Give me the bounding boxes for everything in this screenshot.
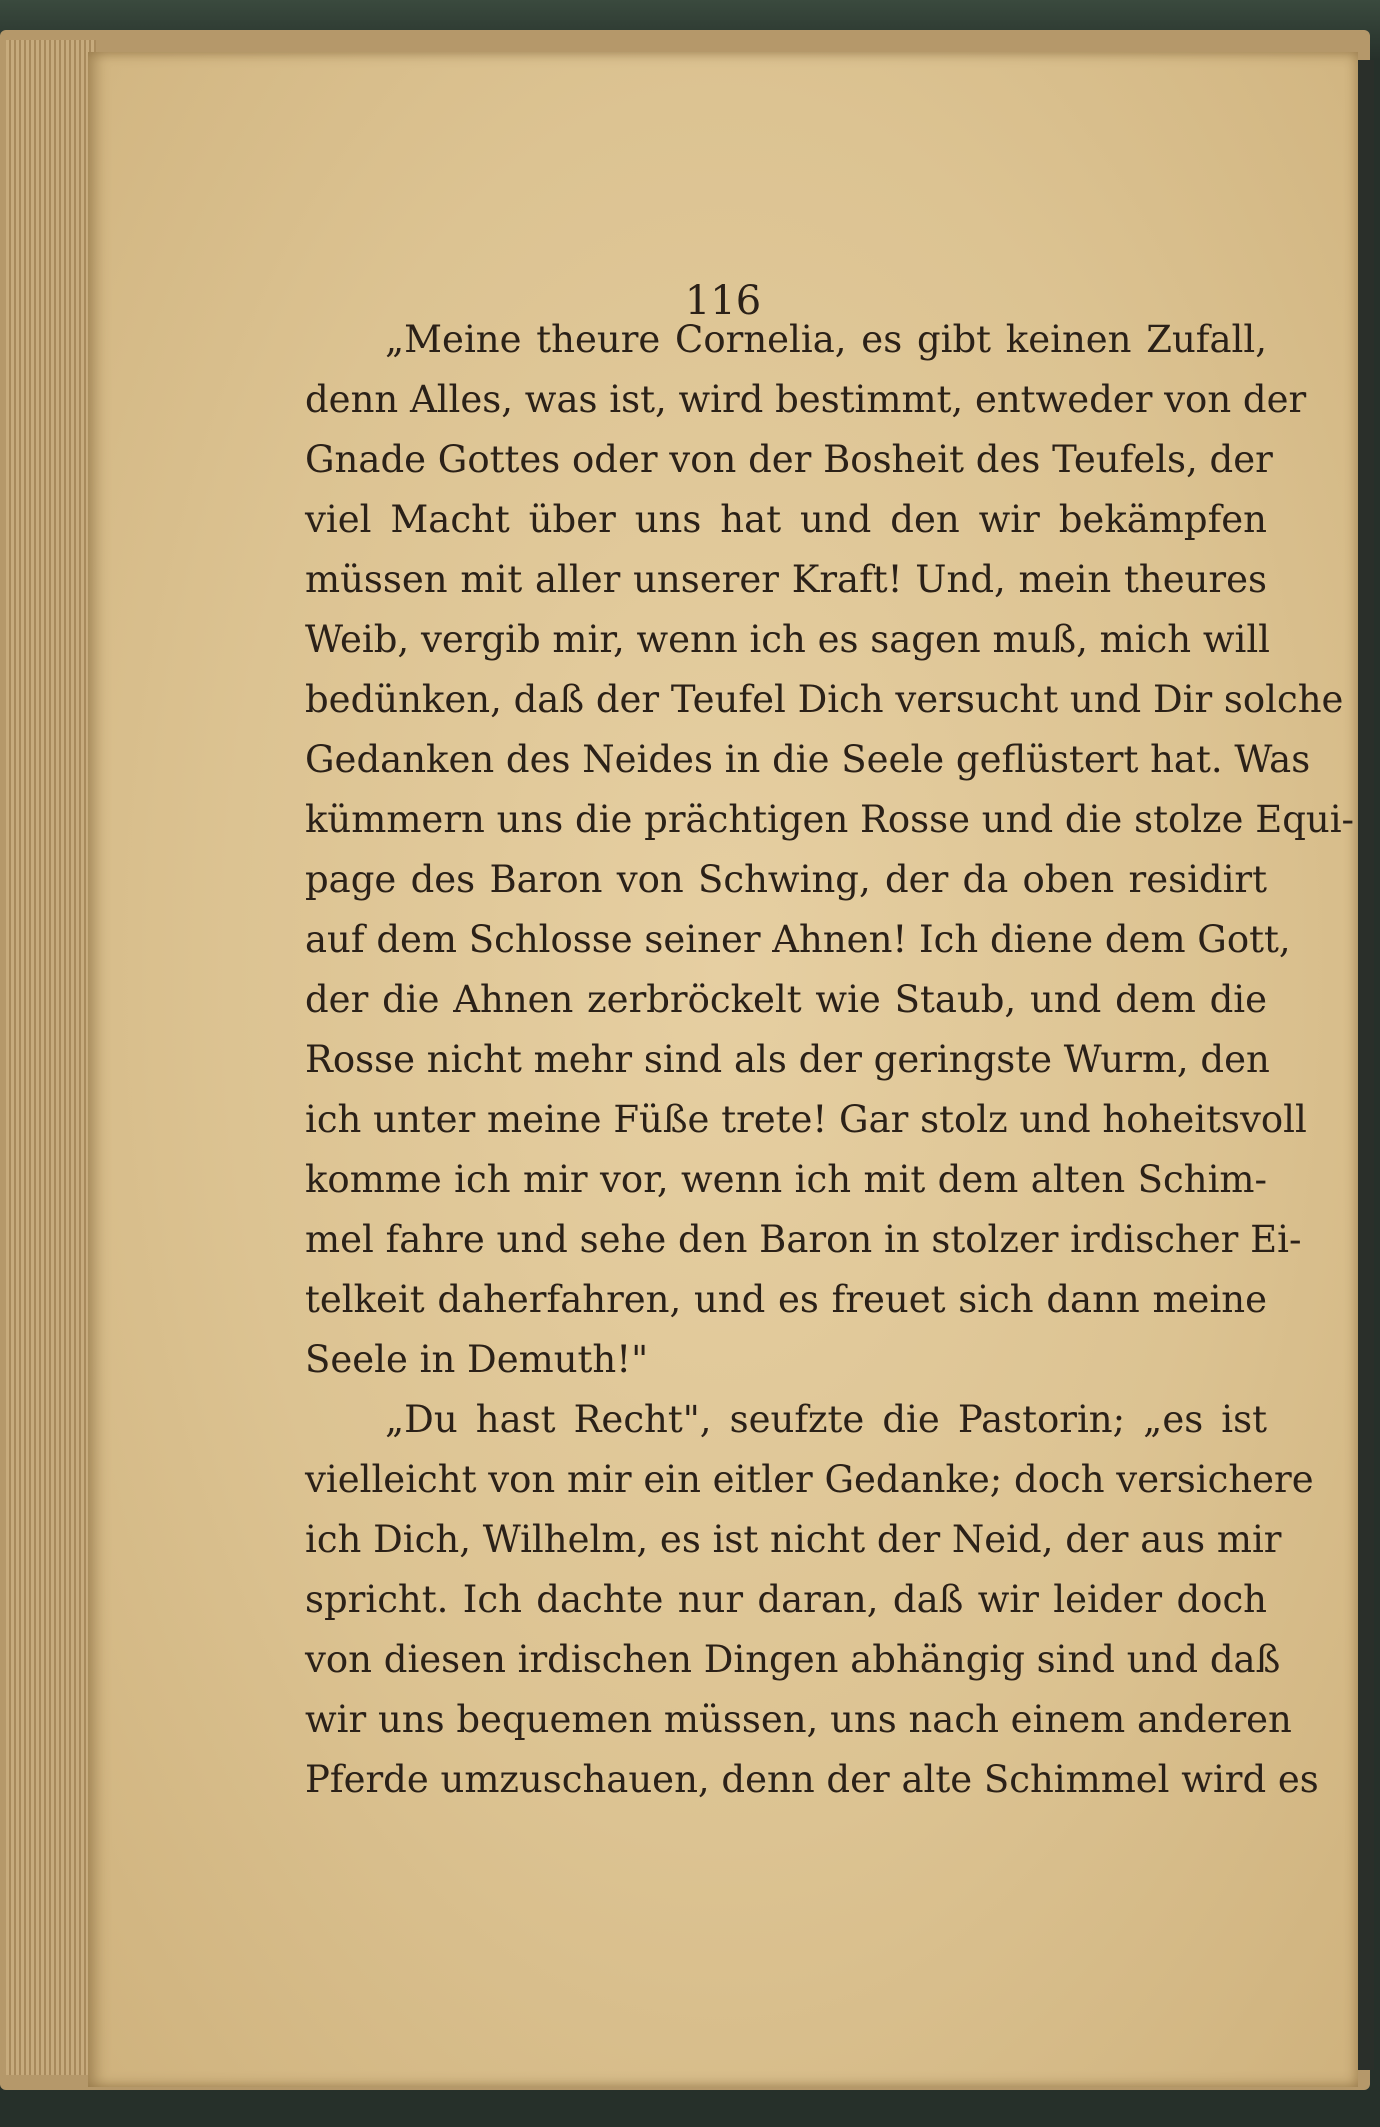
text-line: wir uns bequemen müssen, uns nach einem anderen [305,1698,1292,1741]
text-line: Rosse nicht mehr sind als der geringste Wurm, den [305,1038,1270,1081]
text-line: kümmern uns die prächtigen Rosse und die stolze Equi- [305,798,1355,841]
text-line: „Meine theure Cornelia, es gibt keinen Zufall, [385,318,1267,361]
text-line: spricht. Ich dachte nur daran, daß wir leider doch [305,1578,1267,1621]
text-line: Weib, vergib mir, wenn ich es sagen muß, mich will [305,618,1271,661]
text-line: müssen mit aller unserer Kraft! Und, mein theures [305,558,1267,601]
page-number: 116 [684,278,762,324]
text-line: vielleicht von mir ein eitler Gedanke; doch versichere [305,1458,1314,1501]
text-line: mel fahre und sehe den Baron in stolzer irdischer Ei- [305,1218,1302,1261]
text-line: „Du hast Recht", seufzte die Pastorin; „es ist [385,1398,1267,1441]
text-line: Gedanken des Neides in die Seele geflüstert hat. Was [305,738,1311,781]
body-text [305,310,1355,1810]
text-line: page des Baron von Schwing, der da oben residirt [305,858,1267,901]
text-line: Gnade Gottes oder von der Bosheit des Teufels, der [305,438,1273,481]
text-line: Pferde umzuschauen, denn der alte Schimmel wird es [305,1758,1319,1801]
text-line: von diesen irdischen Dingen abhängig sind und daß [305,1638,1281,1681]
text-line: viel Macht über uns hat und den wir bekämpfen [305,498,1267,541]
text-line: Seele in Demuth!" [305,1338,649,1381]
text-line: der die Ahnen zerbröckelt wie Staub, und dem die [305,978,1267,1021]
text-line: telkeit daherfahren, und es freuet sich dann meine [305,1278,1267,1321]
text-line: ich Dich, Wilhelm, es ist nicht der Neid, der aus mir [305,1518,1282,1561]
text-line: denn Alles, was ist, wird bestimmt, entweder von der [305,378,1307,421]
page-stack-edge [6,40,96,2075]
text-line: bedünken, daß der Teufel Dich versucht und Dir solche [305,678,1344,721]
binding-edge [1358,60,1374,2070]
text-line: auf dem Schlosse seiner Ahnen! Ich diene dem Gott, [305,918,1291,961]
text-line: ich unter meine Füße trete! Gar stolz und hoheitsvoll [305,1098,1307,1141]
text-line: komme ich mir vor, wenn ich mit dem alten Schim- [305,1158,1267,1201]
